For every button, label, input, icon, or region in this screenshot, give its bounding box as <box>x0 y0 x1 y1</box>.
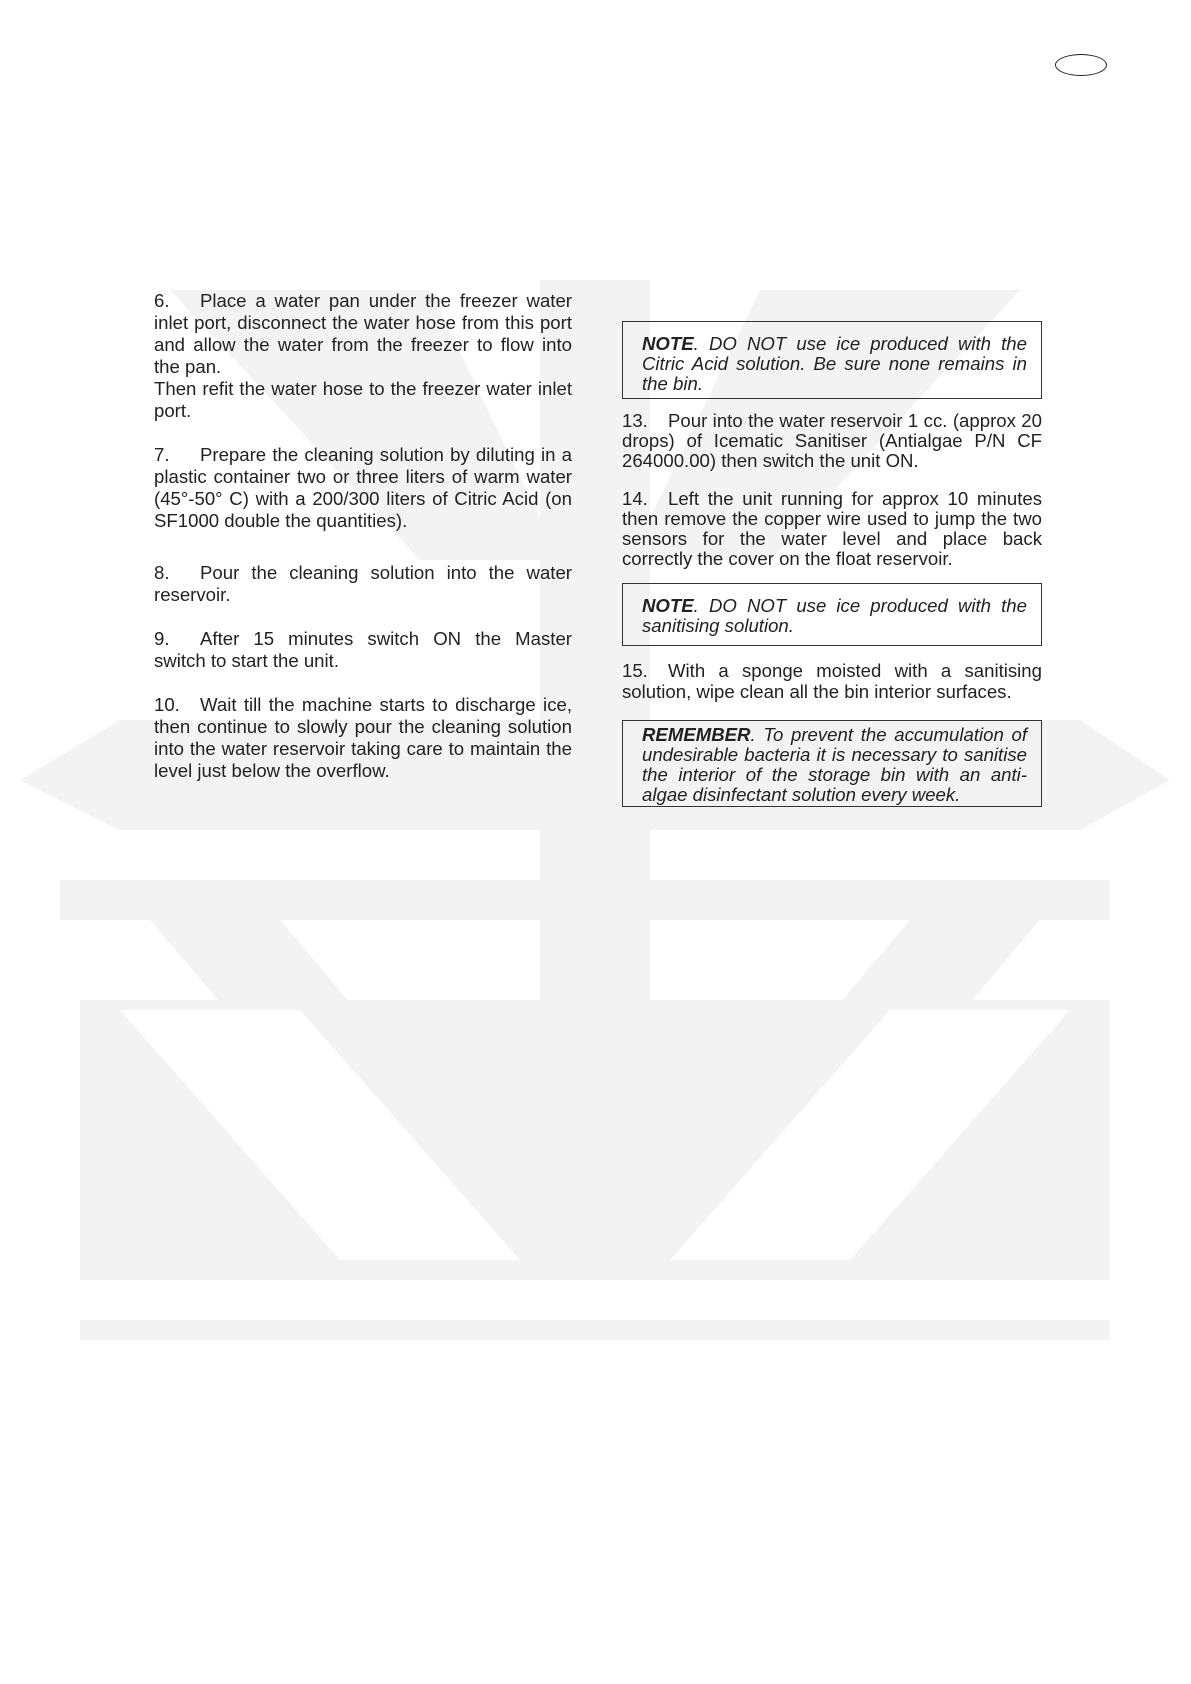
step-text: Pour into the water reservoir 1 cc. (approx 20 drops) of Icematic Sanitiser (Antialgae P/N CF 264000.00) then switch the unit ON. <box>622 410 1042 471</box>
step-number: 8. <box>154 562 170 583</box>
note-citric-acid <box>622 321 1042 399</box>
remember-box <box>622 720 1042 807</box>
step-text: Left the unit running for approx 10 minutes then remove the copper wire used to jump the two sensors for the water level and place back correctly the cover on the float reservoir. <box>622 488 1042 569</box>
step-number: 13. <box>622 410 648 431</box>
step-text: Place a water pan under the freezer water inlet port, disconnect the water hose from this port and allow the water from the freezer to flow into the pan. <box>154 290 572 377</box>
step-text: Pour the cleaning solution into the water reservoir. <box>154 562 572 605</box>
remember-text: . To prevent the accumulation of undesirable bacteria it is necessary to sanitise the interior of the storage bin with an anti-algae disinfectant solution every week. <box>642 724 1027 805</box>
step-14 <box>622 489 1042 569</box>
step-text: Prepare the cleaning solution by diluting in a plastic container two or three liters of warm water (45°-50° C) with a 200/300 liters of Citric Acid (on SF1000 double the quantities). <box>154 444 572 531</box>
step-continuation: Then refit the water hose to the freezer water inlet port. <box>154 378 572 421</box>
step-15 <box>622 660 1042 702</box>
step-text: After 15 minutes switch ON the Master switch to start the unit. <box>154 628 572 671</box>
step-7 <box>154 444 572 532</box>
step-6 <box>154 290 572 422</box>
step-8 <box>154 562 572 606</box>
watermark-cut-4 <box>80 1340 1110 1400</box>
note-text: . DO NOT use ice produced with the Citric Acid solution. Be sure none remains in the bin. <box>642 333 1027 394</box>
note-text: . DO NOT use ice produced with the sanitising solution. <box>642 595 1027 636</box>
step-number: 10. <box>154 694 180 715</box>
step-number: 14. <box>622 488 648 509</box>
step-number: 7. <box>154 444 170 465</box>
right-column <box>622 321 1042 819</box>
watermark-cut-3 <box>80 1280 1110 1320</box>
step-number: 6. <box>154 290 170 311</box>
note-sanitising <box>622 583 1042 646</box>
step-13 <box>622 411 1042 471</box>
step-9 <box>154 628 572 672</box>
step-text: With a sponge moisted with a sanitising solution, wipe clean all the bin interior surfaces. <box>622 660 1042 702</box>
note-label: NOTE <box>642 595 694 616</box>
language-badge <box>1055 54 1107 76</box>
step-number: 9. <box>154 628 170 649</box>
step-10 <box>154 694 572 782</box>
note-label: NOTE <box>642 333 694 354</box>
watermark-bar-mid <box>60 880 1110 920</box>
step-text: Wait till the machine starts to discharge ice, then continue to slowly pour the cleaning solution into the water reservoir taking care to maintain the level just below the overflow. <box>154 694 572 781</box>
left-column <box>154 290 572 804</box>
remember-label: REMEMBER <box>642 724 751 745</box>
step-number: 15. <box>622 660 648 681</box>
